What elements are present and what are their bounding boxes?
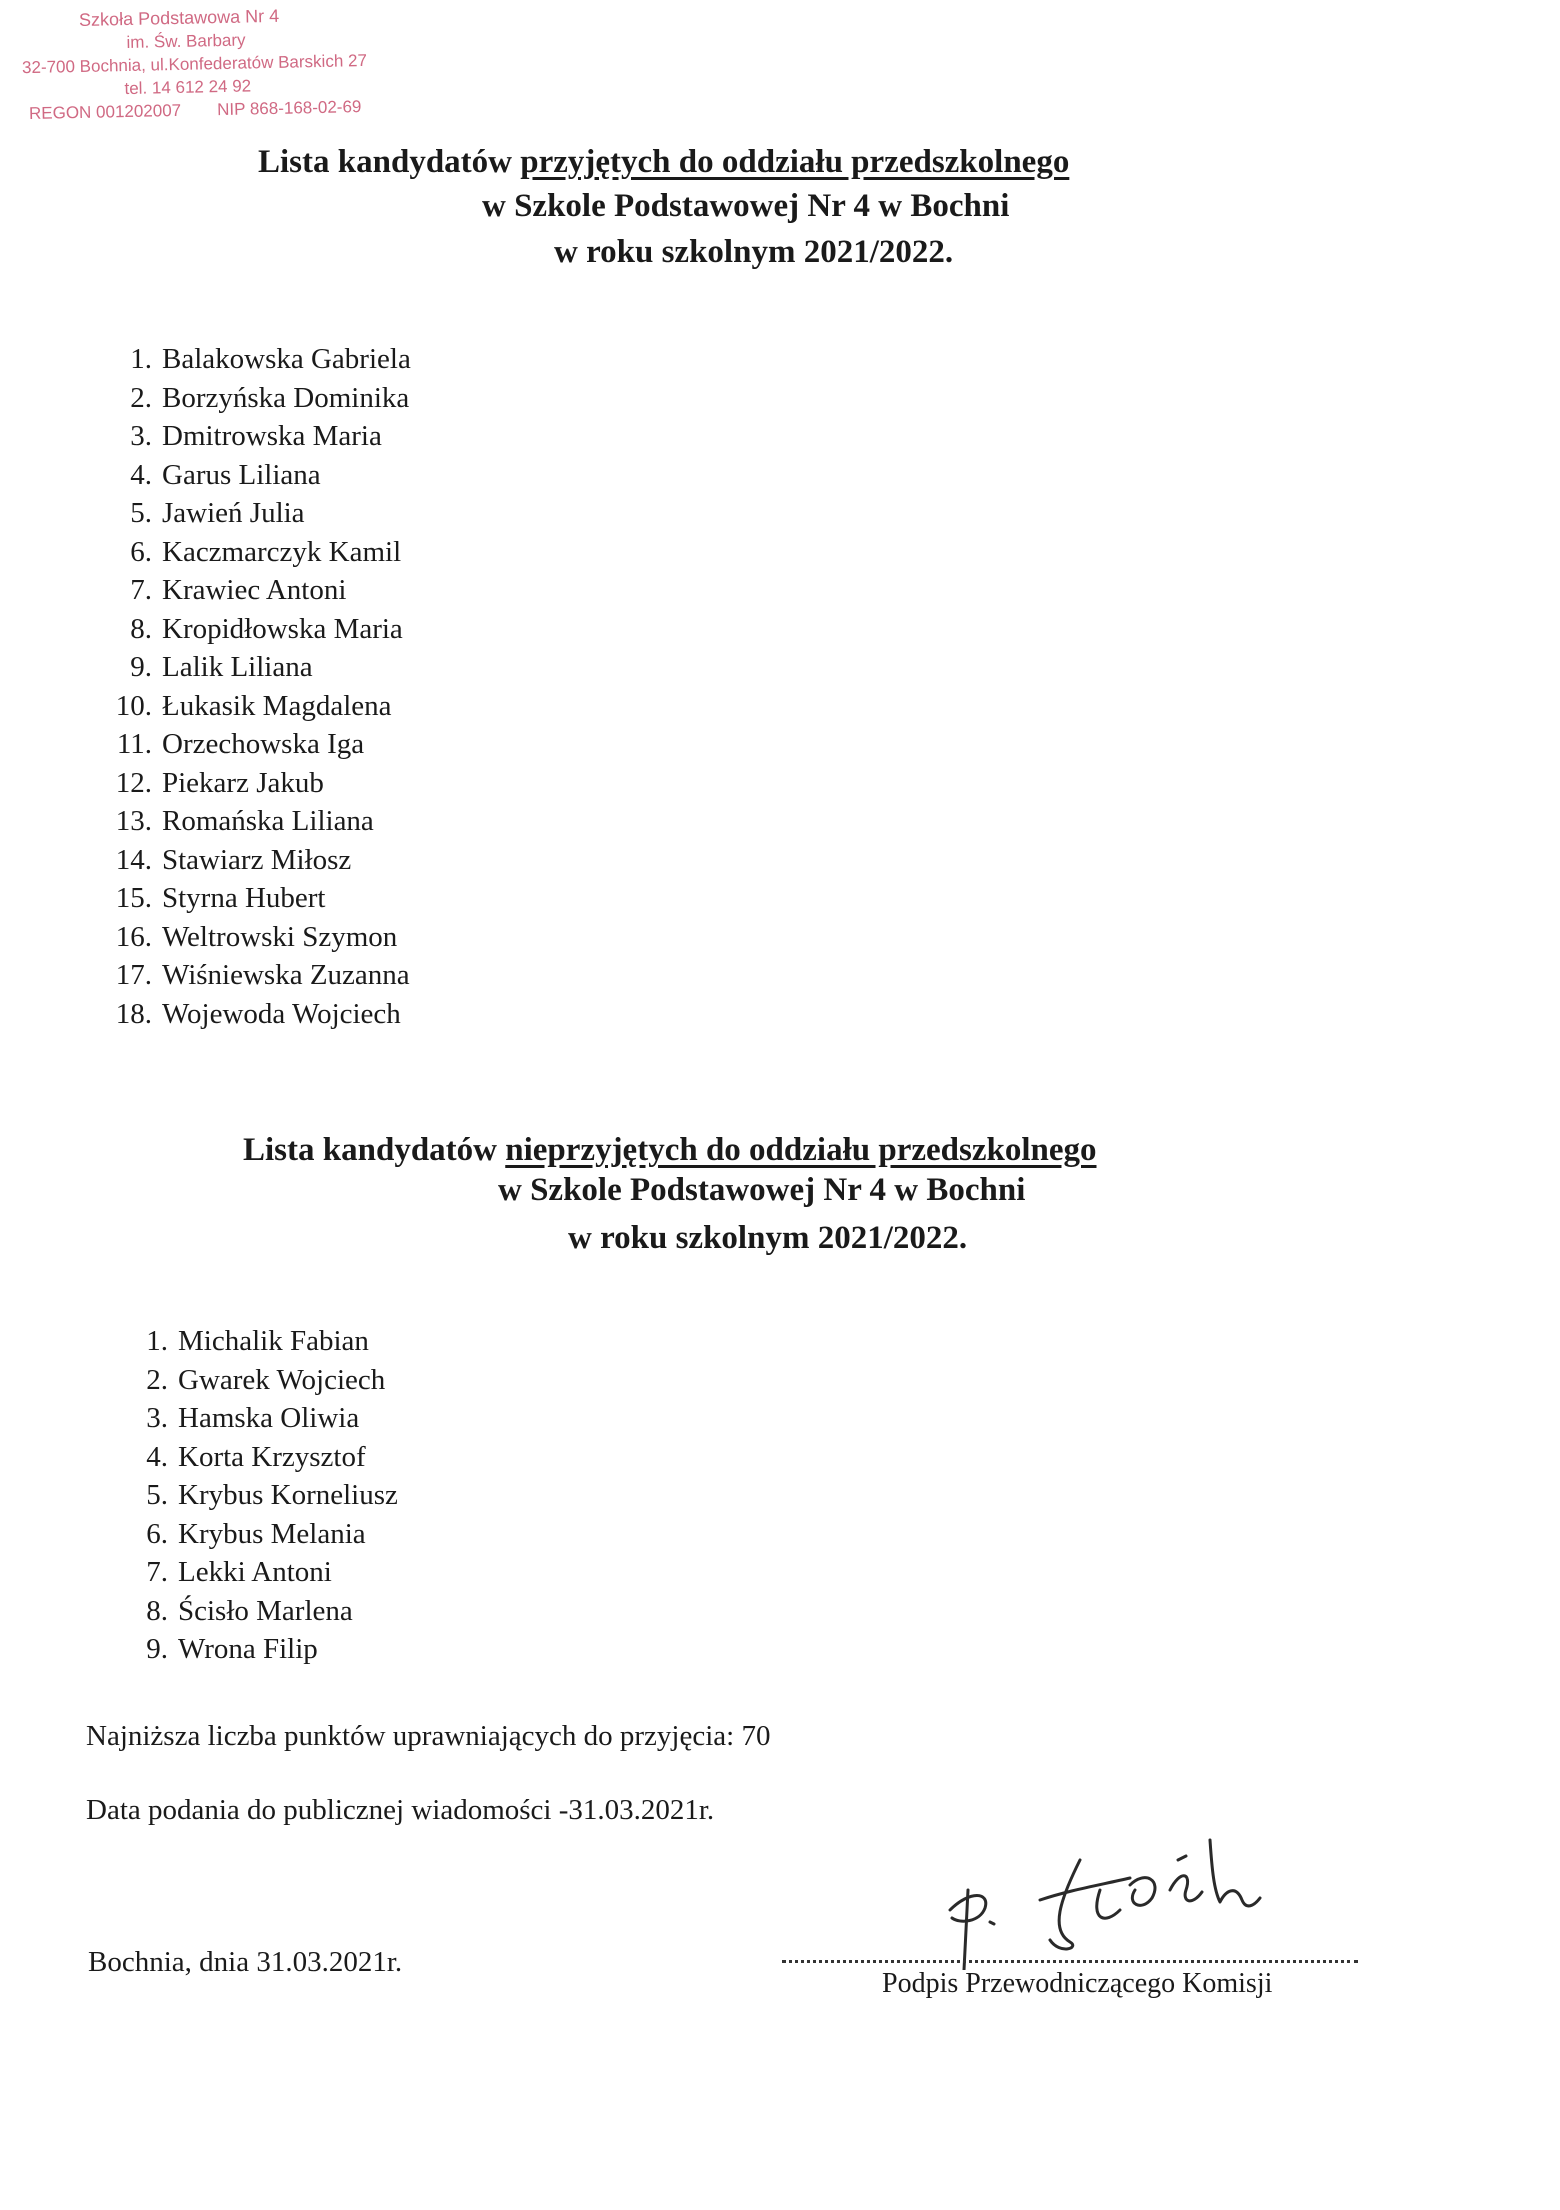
list-item bbox=[102, 340, 411, 379]
list-item-name: Lalik Liliana bbox=[162, 651, 313, 683]
rejected-title-prefix: Lista kandydatów bbox=[243, 1132, 506, 1168]
list-item-number: 1. bbox=[130, 343, 152, 375]
list-item-name: Łukasik Magdalena bbox=[162, 689, 392, 722]
list-item-number: 11. bbox=[116, 728, 152, 760]
list-item-name: Borzyńska Dominika bbox=[162, 381, 410, 414]
list-item-name: Lekki Antoni bbox=[178, 1556, 332, 1588]
signature-line bbox=[782, 1960, 1358, 1963]
list-item bbox=[102, 918, 411, 957]
list-item bbox=[118, 1322, 398, 1361]
rejected-title-line1 bbox=[243, 1128, 1097, 1172]
publication-date: Data podania do publicznej wiadomości -31.03.2021r. bbox=[86, 1794, 715, 1826]
list-item bbox=[102, 648, 411, 687]
accepted-title-underlined: przyjętych do oddziału przedszkolnego bbox=[520, 144, 1070, 180]
list-item-number: 4. bbox=[146, 1440, 168, 1473]
list-item bbox=[102, 956, 411, 995]
list-item-number: 2. bbox=[146, 1363, 168, 1396]
school-stamp bbox=[21, 2, 423, 125]
list-item bbox=[118, 1553, 398, 1592]
list-item-number: 9. bbox=[146, 1633, 168, 1665]
accepted-title-prefix: Lista kandydatów bbox=[258, 144, 521, 180]
handwritten-signature bbox=[930, 1830, 1310, 1970]
list-item bbox=[102, 879, 411, 918]
rejected-title-line3: w roku szkolnym 2021/2022. bbox=[568, 1220, 968, 1256]
list-item-number: 2. bbox=[130, 381, 152, 414]
list-item-number: 8. bbox=[130, 612, 152, 645]
list-item bbox=[118, 1630, 398, 1669]
list-item-number: 7. bbox=[130, 574, 152, 606]
list-item-name: Romańska Liliana bbox=[162, 805, 374, 837]
list-item bbox=[102, 379, 411, 418]
list-item bbox=[118, 1592, 398, 1631]
list-item-number: 5. bbox=[130, 497, 152, 529]
list-item bbox=[118, 1361, 398, 1400]
list-item-name: Krawiec Antoni bbox=[162, 574, 347, 606]
list-item-name: Wojewoda Wojciech bbox=[162, 997, 401, 1030]
list-item-name: Ścisło Marlena bbox=[178, 1594, 353, 1627]
accepted-list bbox=[102, 340, 411, 1033]
list-item-number: 9. bbox=[130, 651, 152, 683]
list-item-name: Dmitrowska Maria bbox=[162, 420, 382, 452]
list-item-number: 3. bbox=[146, 1402, 168, 1434]
list-item-number: 5. bbox=[146, 1479, 168, 1511]
list-item bbox=[102, 764, 411, 803]
list-item-name: Wiśniewska Zuzanna bbox=[162, 959, 410, 991]
min-points: Najniższa liczba punktów uprawniających do przyjęcia: 70 bbox=[86, 1720, 771, 1752]
signature-caption: Podpis Przewodniczącego Komisji bbox=[882, 1968, 1273, 1999]
list-item-number: 3. bbox=[130, 420, 152, 452]
list-item-name: Hamska Oliwia bbox=[178, 1402, 360, 1434]
list-item-number: 15. bbox=[115, 882, 152, 914]
list-item bbox=[102, 995, 411, 1034]
list-item-name: Kaczmarczyk Kamil bbox=[162, 535, 402, 568]
list-item-number: 6. bbox=[130, 535, 152, 568]
list-item-name: Jawień Julia bbox=[162, 497, 305, 529]
list-item-name: Korta Krzysztof bbox=[178, 1440, 366, 1473]
stamp-patron: im. Św. Barbary bbox=[126, 30, 246, 52]
list-item-name: Garus Liliana bbox=[162, 458, 321, 491]
list-item-name: Krybus Melania bbox=[178, 1517, 366, 1550]
list-item-number: 1. bbox=[146, 1325, 168, 1357]
list-item bbox=[102, 494, 411, 533]
list-item-number: 16. bbox=[115, 920, 152, 953]
list-item bbox=[102, 417, 411, 456]
list-item-name: Krybus Korneliusz bbox=[178, 1479, 398, 1511]
rejected-title-line2: w Szkole Podstawowej Nr 4 w Bochni bbox=[498, 1172, 1026, 1208]
list-item bbox=[102, 533, 411, 572]
accepted-title-line1 bbox=[258, 140, 1069, 184]
accepted-title-line2: w Szkole Podstawowej Nr 4 w Bochni bbox=[482, 188, 1010, 224]
list-item bbox=[118, 1399, 398, 1438]
list-item bbox=[102, 571, 411, 610]
list-item-number: 10. bbox=[115, 689, 152, 722]
list-item-number: 18. bbox=[115, 997, 152, 1030]
stamp-phone: tel. 14 612 24 92 bbox=[124, 76, 252, 99]
list-item-name: Michalik Fabian bbox=[178, 1325, 369, 1357]
list-item bbox=[102, 610, 411, 649]
stamp-regon: REGON 001202007 bbox=[28, 100, 182, 124]
list-item-name: Weltrowski Szymon bbox=[162, 920, 398, 953]
list-item bbox=[102, 687, 411, 726]
list-item-name: Styrna Hubert bbox=[162, 882, 326, 914]
list-item-name: Kropidłowska Maria bbox=[162, 612, 403, 645]
list-item-name: Stawiarz Miłosz bbox=[162, 843, 352, 876]
list-item-name: Gwarek Wojciech bbox=[178, 1363, 386, 1396]
list-item-number: 8. bbox=[146, 1594, 168, 1627]
list-item-number: 7. bbox=[146, 1556, 168, 1588]
rejected-title-underlined: nieprzyjętych do oddziału przedszkolnego bbox=[505, 1132, 1097, 1168]
list-item-name: Orzechowska Iga bbox=[162, 728, 365, 760]
list-item-name: Wrona Filip bbox=[178, 1633, 318, 1665]
list-item bbox=[118, 1476, 398, 1515]
list-item-number: 17. bbox=[115, 959, 152, 991]
list-item bbox=[118, 1515, 398, 1554]
list-item bbox=[102, 841, 411, 880]
place-date: Bochnia, dnia 31.03.2021r. bbox=[88, 1946, 403, 1978]
list-item-name: Piekarz Jakub bbox=[162, 766, 324, 799]
stamp-nip: NIP 868-168-02-69 bbox=[216, 97, 362, 120]
list-item bbox=[102, 802, 411, 841]
rejected-list bbox=[118, 1322, 398, 1669]
list-item-number: 13. bbox=[115, 805, 152, 837]
accepted-title-line3: w roku szkolnym 2021/2022. bbox=[554, 234, 954, 270]
list-item-number: 4. bbox=[130, 458, 152, 491]
list-item-number: 14. bbox=[115, 843, 152, 876]
list-item-number: 6. bbox=[146, 1517, 168, 1550]
list-item bbox=[118, 1438, 398, 1477]
stamp-school-name: Szkoła Podstawowa Nr 4 bbox=[78, 5, 280, 30]
stamp-address: 32-700 Bochnia, ul.Konfederatów Barskich 27 bbox=[21, 50, 368, 78]
list-item bbox=[102, 725, 411, 764]
list-item-number: 12. bbox=[115, 766, 152, 799]
list-item-name: Balakowska Gabriela bbox=[162, 343, 411, 375]
list-item bbox=[102, 456, 411, 495]
